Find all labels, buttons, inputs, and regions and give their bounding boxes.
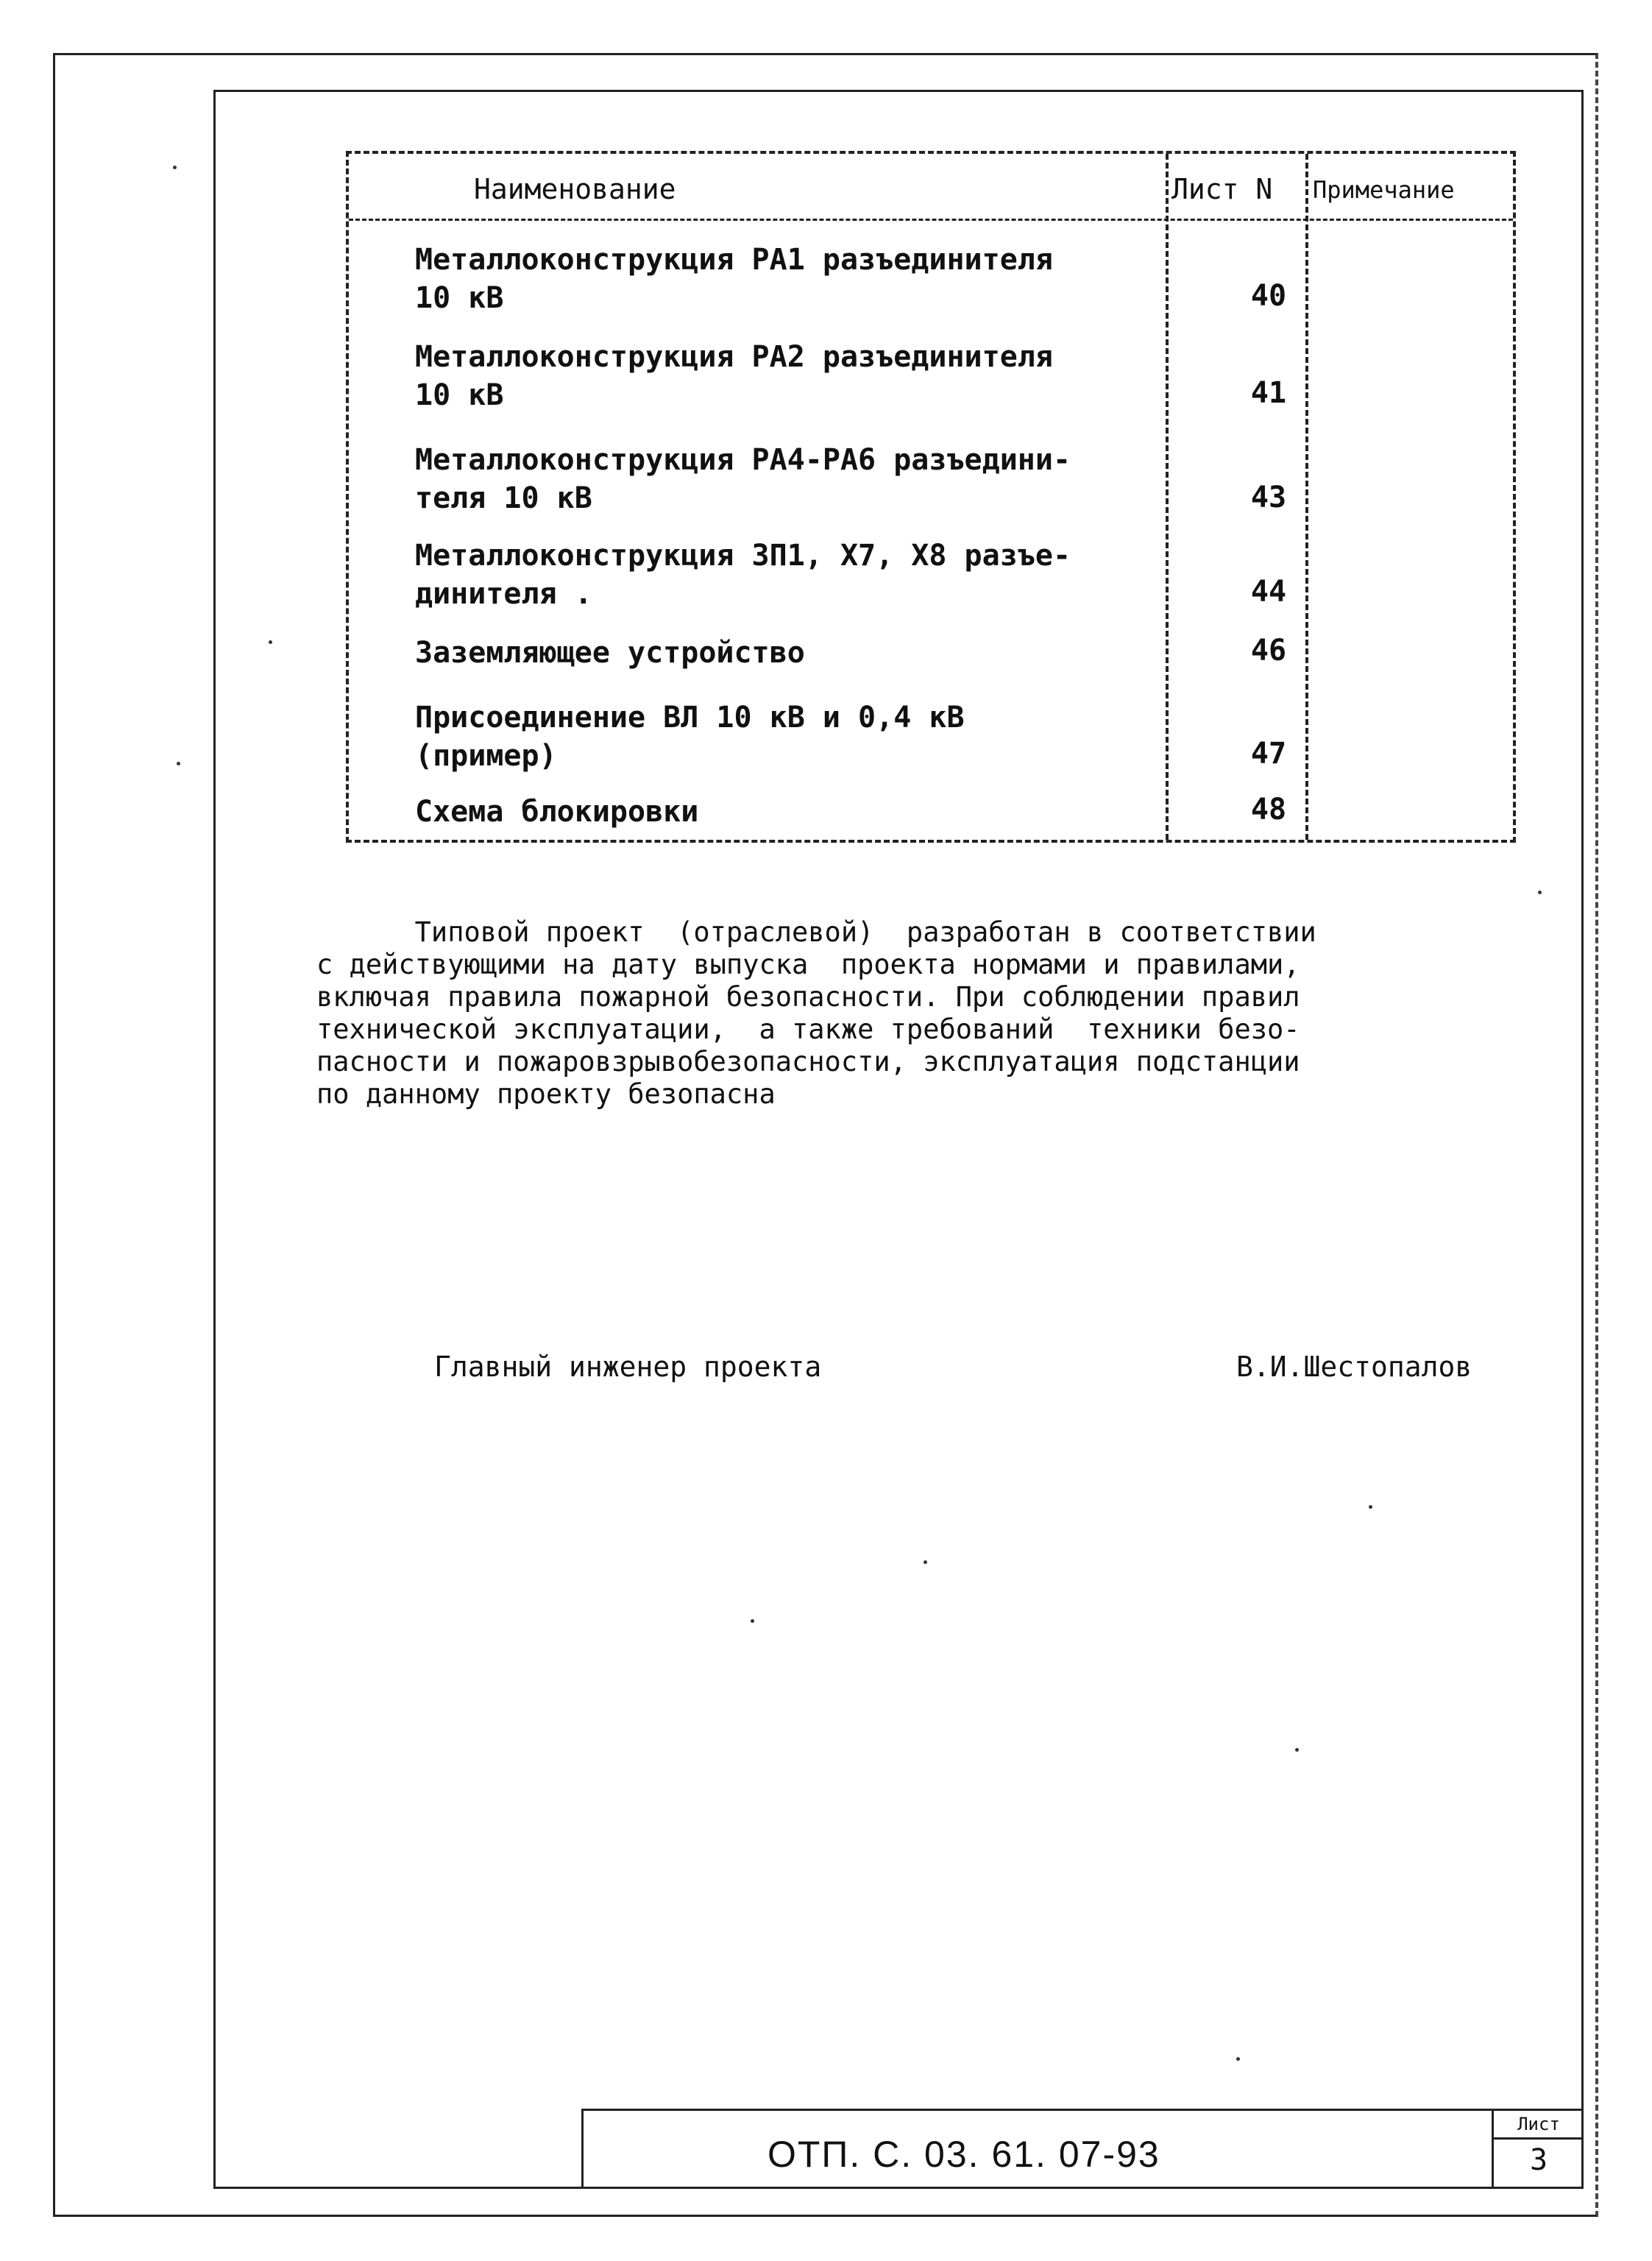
sheet-box [1492,2111,1584,2189]
row-sheet: 44 [1250,575,1287,609]
signature-name: В.И.Шестопалов [1236,1351,1472,1383]
title-block [581,2109,1584,2189]
row-sheet: 48 [1250,793,1287,827]
scan-speck [1236,2057,1240,2061]
row-sheet: 40 [1250,279,1287,313]
statement-paragraph [316,916,1531,1111]
statement-line: пасности и пожаровзрывобезопасности, эксплуатация подстанции [316,1046,1300,1078]
row-name: Присоединение ВЛ 10 кВ и 0,4 кВ (пример) [415,701,965,773]
row-name: Металлоконструкция ЗП1, Х7, Х8 разъе- динителя . [415,539,1071,611]
scan-speck [751,1619,754,1623]
statement-line: включая правила пожарной безопасности. При соблюдении правил [316,981,1300,1013]
signature-role: Главный инженер проекта [434,1351,822,1383]
row-name: Металлоконструкция РА2 разъединителя 10 кВ [415,340,1053,412]
scan-speck [1538,891,1542,894]
statement-line: технической эксплуатации, а также требований техники безо- [316,1013,1300,1045]
row-name: Схема блокировки [415,795,699,829]
row-sheet: 47 [1250,737,1287,771]
contents-table [346,151,1516,843]
scan-speck [924,1560,927,1564]
row-name: Заземляющее устройство [415,636,805,670]
row-name: Металлоконструкция РА1 разъединителя 10 кВ [415,243,1053,315]
scan-speck [173,166,177,169]
header-divider [349,219,1513,221]
statement-line: по данному проекту безопасна [316,1078,776,1110]
column-divider-sheet [1166,154,1169,840]
header-name: Наименование [474,173,676,205]
statement-line: Типовой проект (отраслевой) разработан в соответствии [316,916,1316,948]
scan-speck [177,762,180,765]
row-name: Металлоконструкция РА4-РА6 разъедини- теля 10 кВ [415,443,1071,515]
sheet-label: Лист [1494,2111,1584,2140]
statement-line: с действующими на дату выпуска проекта нормами и правилами, [316,949,1300,980]
row-sheet: 46 [1250,634,1287,668]
document-designation: ОТП. С. 03. 61. 07-93 [767,2134,1160,2175]
sheet-number: 3 [1529,2143,1548,2177]
header-sheet: Лист N [1171,173,1273,205]
header-note: Примечание [1313,176,1455,204]
scan-speck [269,640,272,644]
row-sheet: 43 [1250,481,1287,514]
row-sheet: 41 [1250,376,1287,410]
scan-speck [1369,1505,1372,1509]
scan-speck [1295,1748,1299,1752]
